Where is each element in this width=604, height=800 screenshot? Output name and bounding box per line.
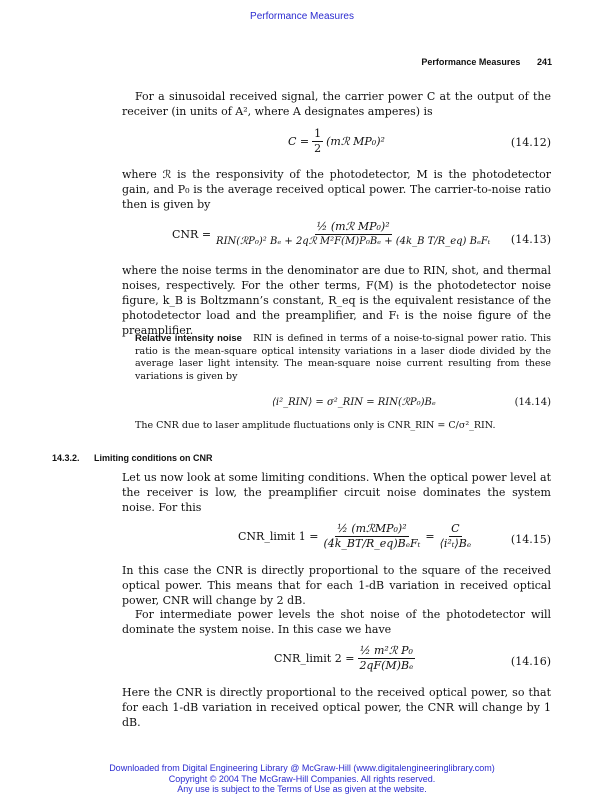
equation-number-14-12: (14.12) (510, 136, 551, 149)
rin-paragraph (135, 333, 551, 383)
eq-14-14-expression: ⟨i²_RIN⟩ = σ²_RIN = RIN(ℛP₀)Bₑ (272, 397, 436, 408)
section-title: Limiting conditions on CNR (94, 453, 213, 463)
section-heading (52, 453, 213, 463)
eq-14-12-lhs: C = (288, 135, 310, 148)
eq-14-16-fraction (357, 645, 415, 672)
paragraph-4: Let us now look at some limiting conditions. When the optical power level at the receiver is low, the preamplifier circuit noise dominates the system noise. For this (122, 471, 551, 514)
equation-14-12 (122, 128, 551, 158)
eq-14-15-equals: = (425, 530, 435, 543)
equation-number-14-16: (14.16) (510, 655, 551, 668)
equation-number-14-14: (14.14) (514, 397, 551, 408)
eq-14-15-f2-denominator: ⟨i²ₜ⟩Bₑ (439, 537, 472, 550)
footer-terms[interactable]: Any use is subject to the Terms of Use as given at the website. (177, 784, 427, 794)
paragraph-5: In this case the CNR is directly proportional to the square of the received optical power. This means that for each 1-dB variation in received optical power, CNR will change by 2 dB. (122, 564, 551, 607)
eq-14-12-denominator: 2 (314, 142, 322, 155)
page-number: 241 (536, 57, 552, 67)
eq-14-13-fraction (214, 221, 492, 248)
eq-14-16-numerator: ½ m²ℛ P₀ (359, 644, 413, 657)
eq-14-13-denominator: RIN(ℛP₀)² Bₑ + 2qℛ M²F(M)P₀Bₑ + (4k_B T/R_eq) BₑFₜ (216, 236, 491, 247)
rin-cnr-line: The CNR due to laser amplitude fluctuations only is CNR_RIN = C/σ²_RIN. (135, 420, 496, 431)
running-header (421, 57, 552, 67)
top-banner: Performance Measures (250, 11, 354, 22)
running-title: Performance Measures (421, 57, 521, 67)
rin-text: RIN is defined in terms of a noise-to-signal power ratio. This ratio is the mean-square optical intensity variations in a laser diode divided by the average laser light intensity. The mean-square noise current resulting from these variations is given by (135, 333, 551, 382)
paragraph-1: For a sinusoidal received signal, the carrier power C at the output of the receiver (in units of A², where A designates amperes) is (122, 90, 551, 118)
equation-14-14 (122, 395, 551, 413)
eq-14-12-numerator: 1 (314, 127, 322, 140)
eq-14-16-denominator: 2qF(M)Bₑ (359, 659, 414, 672)
eq-14-13-lhs: CNR = (172, 228, 212, 241)
equation-number-14-13: (14.13) (510, 233, 551, 246)
footer-download-link[interactable]: Downloaded from Digital Engineering Library @ McGraw-Hill (www.digitalengineeringlibrary.com) (109, 763, 495, 773)
footer (0, 763, 604, 795)
footer-copyright: Copyright © 2004 The McGraw-Hill Companies. All rights reserved. (168, 773, 436, 784)
eq-14-15-f1-denominator: (4k_BT/R_eq)BₑFₜ (323, 537, 421, 550)
paragraph-6: For intermediate power levels the shot noise of the photodetector will dominate the system noise. In this case we have (122, 608, 551, 636)
rin-heading: Relative intensity noise (135, 333, 242, 344)
eq-14-15-lhs: CNR_limit 1 = (238, 530, 319, 543)
equation-14-15 (122, 521, 551, 557)
eq-14-15-fraction-2 (438, 523, 474, 550)
paragraph-3: where the noise terms in the denominator are due to RIN, shot, and thermal noises, respectively. For the other terms, F(M) is the photodetector noise figure, k_B is Boltzmann’s constant, R_eq is the equivalent resistance of the photodetector load and the preamplifier, and Fₜ is the noise figure of the preamplifier. (122, 264, 551, 337)
eq-14-12-rhs: (mℛ MP₀)² (326, 135, 385, 148)
equation-number-14-15: (14.15) (510, 533, 551, 546)
eq-14-15-f2-numerator: C (451, 522, 460, 535)
equation-14-16 (122, 643, 551, 679)
eq-14-12-fraction (312, 128, 323, 155)
eq-14-13-numerator: ½ (mℛ MP₀)² (316, 220, 390, 233)
paragraph-7: Here the CNR is directly proportional to the received optical power, so that for each 1-dB variation in received optical power, the CNR will change by 1 dB. (122, 686, 551, 729)
section-number: 14.3.2. (52, 453, 80, 463)
eq-14-16-lhs: CNR_limit 2 = (274, 652, 355, 665)
paragraph-2: where ℛ is the responsivity of the photodetector, M is the photodetector gain, and P₀ is the average received optical power. The carrier-to-noise ratio then is given by (122, 168, 551, 211)
eq-14-15-f1-numerator: ½ (mℛMP₀)² (337, 522, 407, 535)
equation-14-13 (122, 219, 551, 255)
eq-14-15-fraction-1 (321, 523, 422, 550)
